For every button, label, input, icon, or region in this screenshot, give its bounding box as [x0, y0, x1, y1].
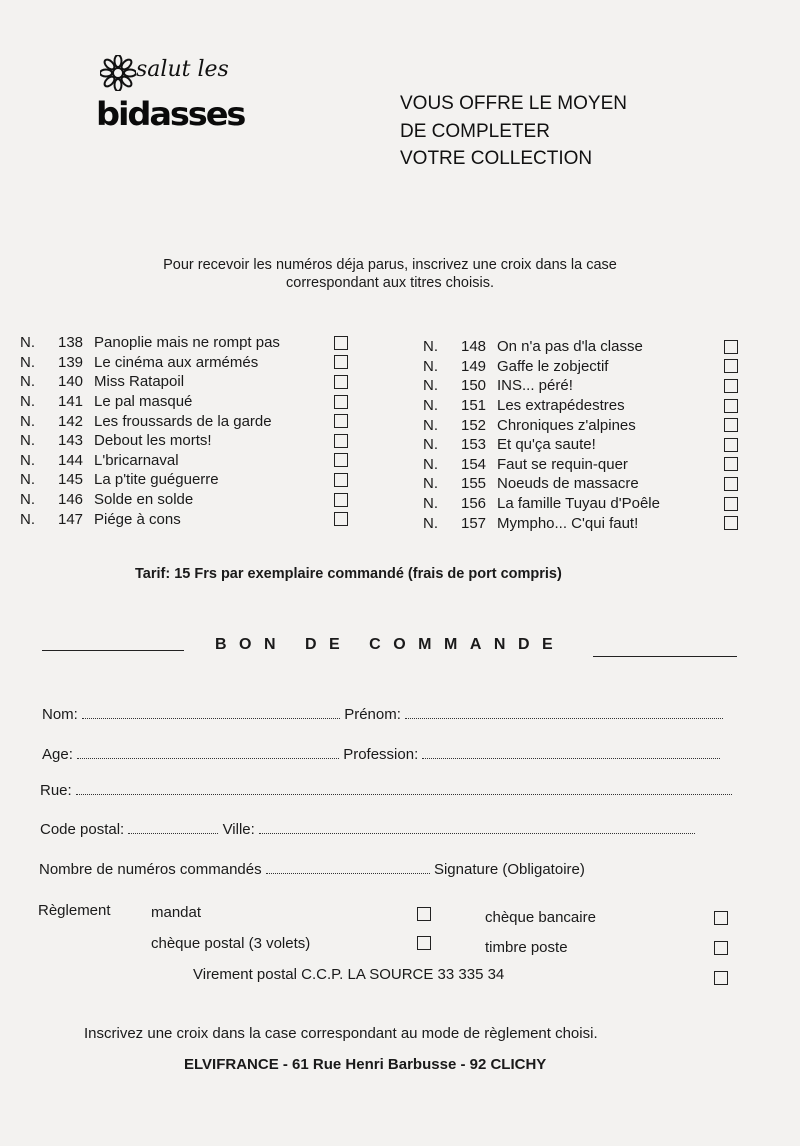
- profession-field[interactable]: [422, 746, 720, 759]
- title-checkbox[interactable]: [724, 399, 738, 413]
- title-number: 155: [461, 475, 487, 493]
- title-checkbox[interactable]: [724, 379, 738, 393]
- title-number: 145: [58, 471, 84, 489]
- payment-cheque-bancaire-label: chèque bancaire: [485, 909, 596, 926]
- title-name: Faut se requin-quer: [497, 455, 628, 473]
- prenom-label: Prénom:: [344, 706, 401, 723]
- title-row: [20, 353, 360, 373]
- title-name: INS... péré!: [497, 377, 573, 395]
- title-name: Gaffe le zobjectif: [497, 357, 609, 375]
- title-checkbox[interactable]: [334, 395, 348, 409]
- age-label: Age:: [42, 746, 73, 763]
- title-name: Solde en solde: [94, 491, 194, 509]
- nombre-field[interactable]: [266, 861, 430, 874]
- title-number: 147: [58, 510, 84, 528]
- title-number: 153: [461, 436, 487, 454]
- title-row: [20, 451, 360, 471]
- logo-script-text: salut les: [136, 57, 229, 82]
- rue-field[interactable]: [76, 782, 732, 795]
- title-number: 140: [58, 373, 84, 391]
- title-prefix: N.: [423, 475, 438, 493]
- title-number: 157: [461, 514, 487, 532]
- signature-label: Signature (Obligatoire): [433, 861, 585, 878]
- title-name: Les froussards de la garde: [94, 412, 272, 430]
- title-checkbox[interactable]: [334, 473, 348, 487]
- title-name: La famille Tuyau d'Poêle: [497, 495, 660, 513]
- title-row: [423, 513, 743, 533]
- title-prefix: N.: [423, 455, 438, 473]
- payment-cheque-postal-label: chèque postal (3 volets): [151, 935, 311, 952]
- nombre-label: Nombre de numéros commandés: [39, 861, 262, 878]
- title-prefix: N.: [423, 397, 438, 415]
- title-name: Noeuds de massacre: [497, 475, 639, 493]
- title-number: 156: [461, 495, 487, 513]
- title-number: 141: [58, 393, 84, 411]
- headline-line: DE COMPLETER: [400, 120, 550, 142]
- title-prefix: N.: [423, 377, 438, 395]
- title-checkbox[interactable]: [334, 453, 348, 467]
- titles-list-right: [423, 337, 743, 533]
- title-row: [423, 474, 743, 494]
- intro-line: Pour recevoir les numéros déja parus, inscrivez une croix dans la case: [163, 257, 617, 273]
- intro-text: [100, 256, 680, 292]
- field-row-rue: [40, 782, 732, 799]
- title-prefix: N.: [423, 436, 438, 454]
- title-checkbox[interactable]: [334, 434, 348, 448]
- payment-virement-checkbox[interactable]: [714, 971, 728, 985]
- title-row: [423, 455, 743, 475]
- field-row-nom: [42, 706, 723, 723]
- titles-list-left: [20, 333, 360, 529]
- ville-field[interactable]: [259, 821, 695, 834]
- title-name: Les extrapédestres: [497, 397, 625, 415]
- title-number: 154: [461, 455, 487, 473]
- title-prefix: N.: [423, 514, 438, 532]
- title-row: [423, 337, 743, 357]
- title-row: [20, 470, 360, 490]
- divider-right: [593, 656, 737, 657]
- headline: [400, 90, 627, 173]
- title-prefix: N.: [20, 432, 35, 450]
- title-number: 152: [461, 416, 487, 434]
- title-name: Chroniques z'alpines: [497, 416, 636, 434]
- title-row: [20, 372, 360, 392]
- payment-timbre-poste-label: timbre poste: [485, 939, 568, 956]
- payment-mandat-label: mandat: [151, 904, 202, 921]
- field-row-nombre: [39, 861, 585, 878]
- title-number: 138: [58, 334, 84, 352]
- title-row: [423, 396, 743, 416]
- title-prefix: N.: [20, 491, 35, 509]
- title-row: [20, 509, 360, 529]
- order-form-title: BON DE COMMANDE: [215, 636, 566, 653]
- title-row: [20, 392, 360, 412]
- title-number: 148: [461, 338, 487, 356]
- flower-icon: [100, 55, 136, 91]
- age-field[interactable]: [77, 746, 339, 759]
- title-prefix: N.: [20, 471, 35, 489]
- nom-field[interactable]: [82, 706, 340, 719]
- title-number: 150: [461, 377, 487, 395]
- title-checkbox[interactable]: [334, 512, 348, 526]
- profession-label: Profession:: [343, 746, 419, 763]
- title-number: 146: [58, 491, 84, 509]
- payment-mandat-checkbox[interactable]: [417, 907, 431, 921]
- title-row: [20, 490, 360, 510]
- title-prefix: N.: [423, 416, 438, 434]
- title-number: 151: [461, 397, 487, 415]
- code-postal-field[interactable]: [128, 821, 218, 834]
- title-prefix: N.: [20, 373, 35, 391]
- title-name: Le cinéma aux armémés: [94, 353, 259, 371]
- title-number: 143: [58, 432, 84, 450]
- prenom-field[interactable]: [405, 706, 723, 719]
- title-name: On n'a pas d'la classe: [497, 338, 643, 356]
- title-name: Debout les morts!: [94, 432, 212, 450]
- title-prefix: N.: [20, 393, 35, 411]
- title-row: [20, 431, 360, 451]
- title-name: Et qu'ça saute!: [497, 436, 596, 454]
- title-number: 144: [58, 451, 84, 469]
- title-prefix: N.: [20, 451, 35, 469]
- title-checkbox[interactable]: [334, 414, 348, 428]
- title-name: La p'tite guéguerre: [94, 471, 219, 489]
- title-row: [423, 376, 743, 396]
- title-checkbox[interactable]: [724, 418, 738, 432]
- title-prefix: N.: [20, 334, 35, 352]
- nom-label: Nom:: [42, 706, 78, 723]
- title-row: [20, 411, 360, 431]
- payment-virement-label: Virement postal C.C.P. LA SOURCE 33 335 34: [193, 966, 505, 983]
- title-checkbox[interactable]: [724, 497, 738, 511]
- title-name: Miss Ratapoil: [94, 373, 185, 391]
- title-number: 139: [58, 353, 84, 371]
- field-row-age: [42, 746, 720, 763]
- intro-line: correspondant aux titres choisis.: [286, 275, 494, 291]
- tarif-text: Tarif: 15 Frs par exemplaire commandé (frais de port compris): [135, 566, 562, 582]
- title-row: [20, 333, 360, 353]
- title-prefix: N.: [20, 510, 35, 528]
- title-checkbox[interactable]: [724, 438, 738, 452]
- title-row: [423, 415, 743, 435]
- payment-cheque-postal-checkbox[interactable]: [417, 936, 431, 950]
- code-postal-label: Code postal:: [40, 821, 125, 838]
- payment-cheque-bancaire-checkbox[interactable]: [714, 911, 728, 925]
- headline-line: VOTRE COLLECTION: [400, 148, 593, 169]
- title-prefix: N.: [20, 353, 35, 371]
- title-name: Panoplie mais ne rompt pas: [94, 334, 280, 352]
- title-prefix: N.: [423, 495, 438, 513]
- ville-label: Ville:: [222, 821, 255, 838]
- title-checkbox[interactable]: [334, 493, 348, 507]
- title-checkbox[interactable]: [334, 375, 348, 389]
- title-prefix: N.: [20, 412, 35, 430]
- payment-note: Inscrivez une croix dans la case correspondant au mode de règlement choisi.: [84, 1025, 598, 1042]
- rue-label: Rue:: [40, 782, 72, 799]
- divider-left: [42, 650, 184, 651]
- title-number: 149: [461, 357, 487, 375]
- logo: [96, 55, 266, 135]
- logo-wordmark: bidasses: [96, 95, 245, 133]
- title-checkbox[interactable]: [334, 355, 348, 369]
- payment-timbre-poste-checkbox[interactable]: [714, 941, 728, 955]
- title-row: [423, 494, 743, 514]
- headline-line: VOUS OFFRE LE MOYEN: [400, 93, 627, 114]
- title-checkbox[interactable]: [724, 477, 738, 491]
- title-checkbox[interactable]: [724, 516, 738, 530]
- publisher-address: ELVIFRANCE - 61 Rue Henri Barbusse - 92 CLICHY: [184, 1056, 547, 1073]
- title-name: Le pal masqué: [94, 393, 193, 411]
- field-row-code-postal: [40, 821, 695, 838]
- title-prefix: N.: [423, 338, 438, 356]
- title-checkbox[interactable]: [724, 457, 738, 471]
- title-checkbox[interactable]: [334, 336, 348, 350]
- title-prefix: N.: [423, 357, 438, 375]
- title-row: [423, 357, 743, 377]
- title-name: Mympho... C'qui faut!: [497, 514, 639, 532]
- title-checkbox[interactable]: [724, 359, 738, 373]
- payment-label: Règlement: [38, 902, 111, 919]
- title-name: Piége à cons: [94, 510, 181, 528]
- title-number: 142: [58, 412, 84, 430]
- title-name: L'bricarnaval: [94, 451, 179, 469]
- title-checkbox[interactable]: [724, 340, 738, 354]
- title-row: [423, 435, 743, 455]
